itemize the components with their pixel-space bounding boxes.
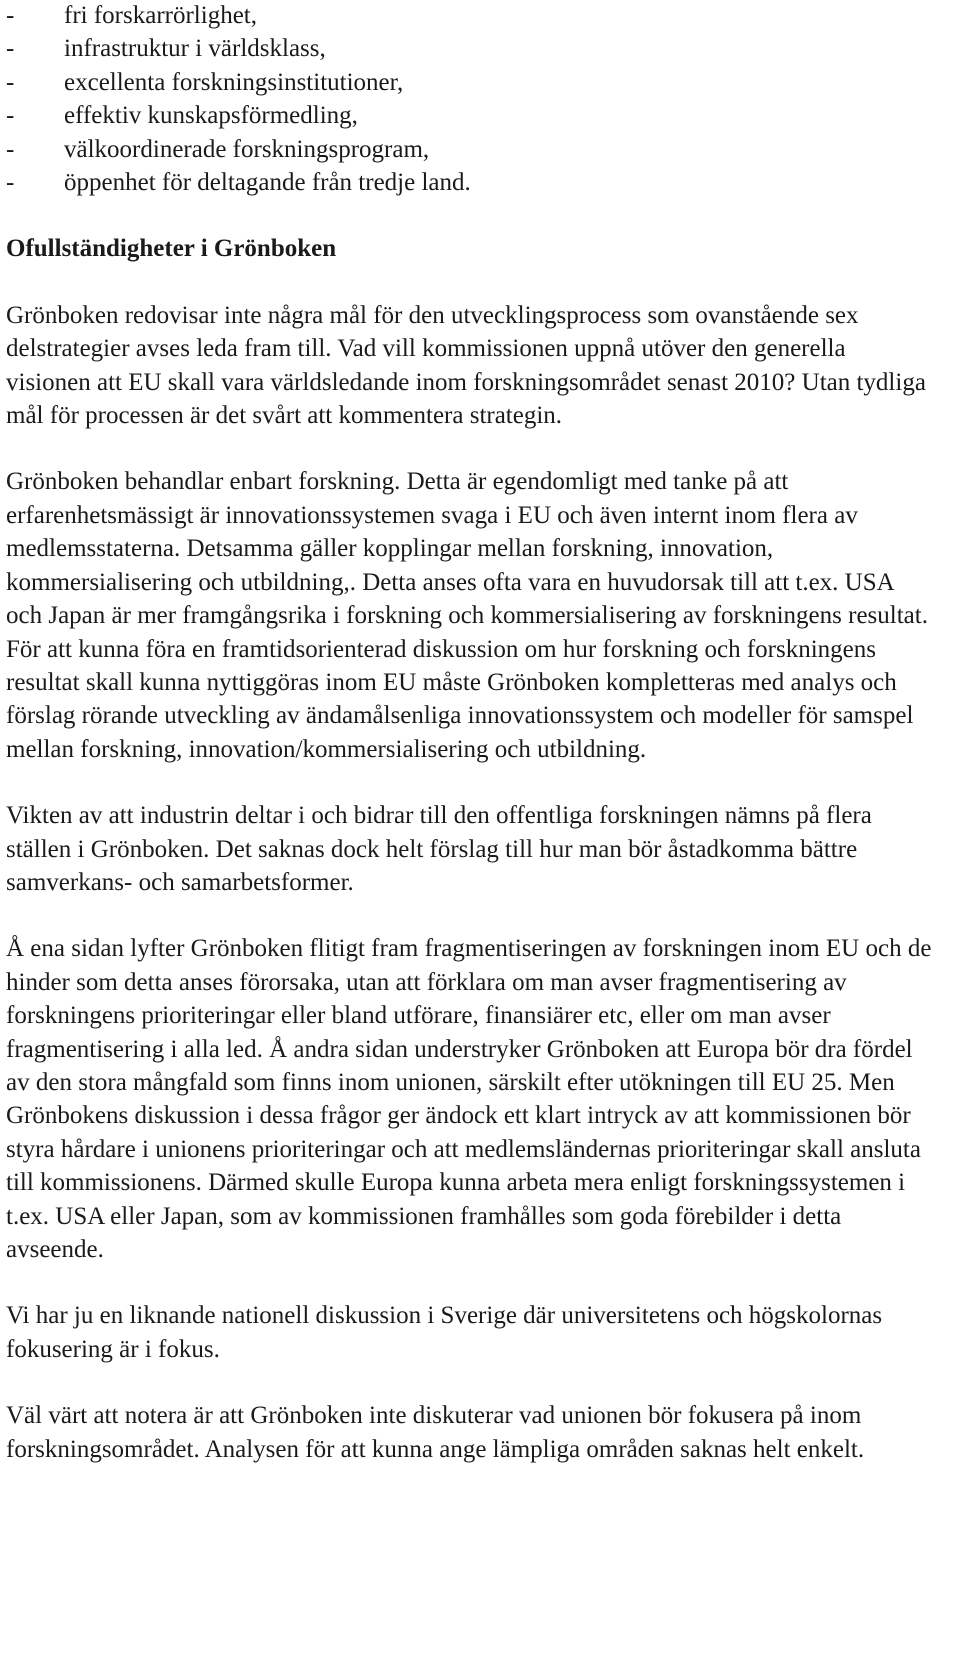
list-item-text: effektiv kunskapsförmedling,	[64, 102, 358, 130]
list-dash: -	[6, 102, 15, 130]
list-item-text: fri forskarrörlighet,	[64, 2, 257, 29]
list-item-text: välkoordinerade forskningsprogram,	[64, 135, 430, 163]
list-item	[6, 66, 932, 99]
paragraph-fragmentation: Å ena sidan lyfter Grönboken flitigt fram fragmentiseringen av forskningen inom EU och de hinder som detta anses förorsaka, utan att förklara om man avser fragmentisering av forskningens prioriteringar eller bland utförare, finansiärer etc, eller om man avser fragmentisering i alla led. Å andra sidan understryker Grönboken att Europa bör dra fördel av den stora mångfald som finns inom unionen, särskilt efter utökningen till EU 25. Men Grönbokens diskussion i dessa frågor ger ändock ett klart intryck av att kommissionen bör styra hårdare i unionens prioriteringar och att medlemsländernas prioriteringar skall ansluta till kommissionens. Därmed skulle Europa kunna arbeta mera enligt forskningssystemen i t.ex. USA eller Japan, som av kommissionen framhålles som goda förebilder i detta avseende.	[6, 935, 932, 1263]
list-item	[6, 99, 932, 132]
list-dash: -	[6, 35, 15, 63]
list-item-text: infrastruktur i världsklass,	[64, 35, 326, 63]
list-item-text: öppenhet för deltagande från tredje land.	[64, 169, 471, 197]
list-item	[6, 0, 932, 32]
paragraph-focus: Väl värt att notera är att Grönboken inte diskuterar vad unionen bör fokusera på inom forskningsområdet. Analysen för att kunna ange lämpliga områden saknas helt enkelt.	[6, 1402, 865, 1463]
paragraph-sweden: Vi har ju en liknande nationell diskussion i Sverige där universitetens och högskolornas fokusering är i fokus.	[6, 1302, 883, 1363]
list-item	[6, 166, 932, 199]
list-item	[6, 32, 932, 65]
paragraph-industry: Vikten av att industrin deltar i och bidrar till den offentliga forskningen nämns på flera ställen i Grönboken. Det saknas dock helt förslag till hur man bör åstadkomma bättre samverkans- och samarbetsformer.	[6, 802, 872, 896]
list-item-text: excellenta forskningsinstitutioner,	[64, 68, 404, 96]
list-dash: -	[6, 2, 15, 29]
section-heading: Ofullständigheter i Grönboken	[6, 235, 337, 263]
list-dash: -	[6, 68, 15, 96]
list-dash: -	[6, 135, 15, 163]
list-item	[6, 133, 932, 166]
paragraph-innovation: Grönboken behandlar enbart forskning. Detta är egendomligt med tanke på att erfarenhetsmässigt är innovationssystemen svaga i EU och även internt inom flera av medlemsstaterna. Detsamma gäller kopplingar mellan forskning, innovation, kommersialisering och utbildning,. Detta anses ofta vara en huvudorsak till att t.ex. USA och Japan är mer framgångsrika i forskning och kommersialisering av forskningens resultat. För att kunna föra en framtidsorienterad diskussion om hur forskning och forskningens resultat skall kunna nyttiggöras inom EU måste Grönboken kompletteras med analys och förslag rörande utveckling av ändamålsenliga innovationssystem och modeller för samspel mellan forskning, innovation/kommersialisering och utbildning.	[6, 468, 928, 763]
paragraph-goals: Grönboken redovisar inte några mål för den utvecklingsprocess som ovanstående sex delstrategier avses leda fram till. Vad vill kommissionen uppnå utöver den generella visionen att EU skall vara världsledande inom forskningsområdet senast 2010? Utan tydliga mål för processen är det svårt att kommentera strategin.	[6, 301, 926, 430]
strategy-list	[6, 0, 932, 199]
list-dash: -	[6, 169, 15, 197]
